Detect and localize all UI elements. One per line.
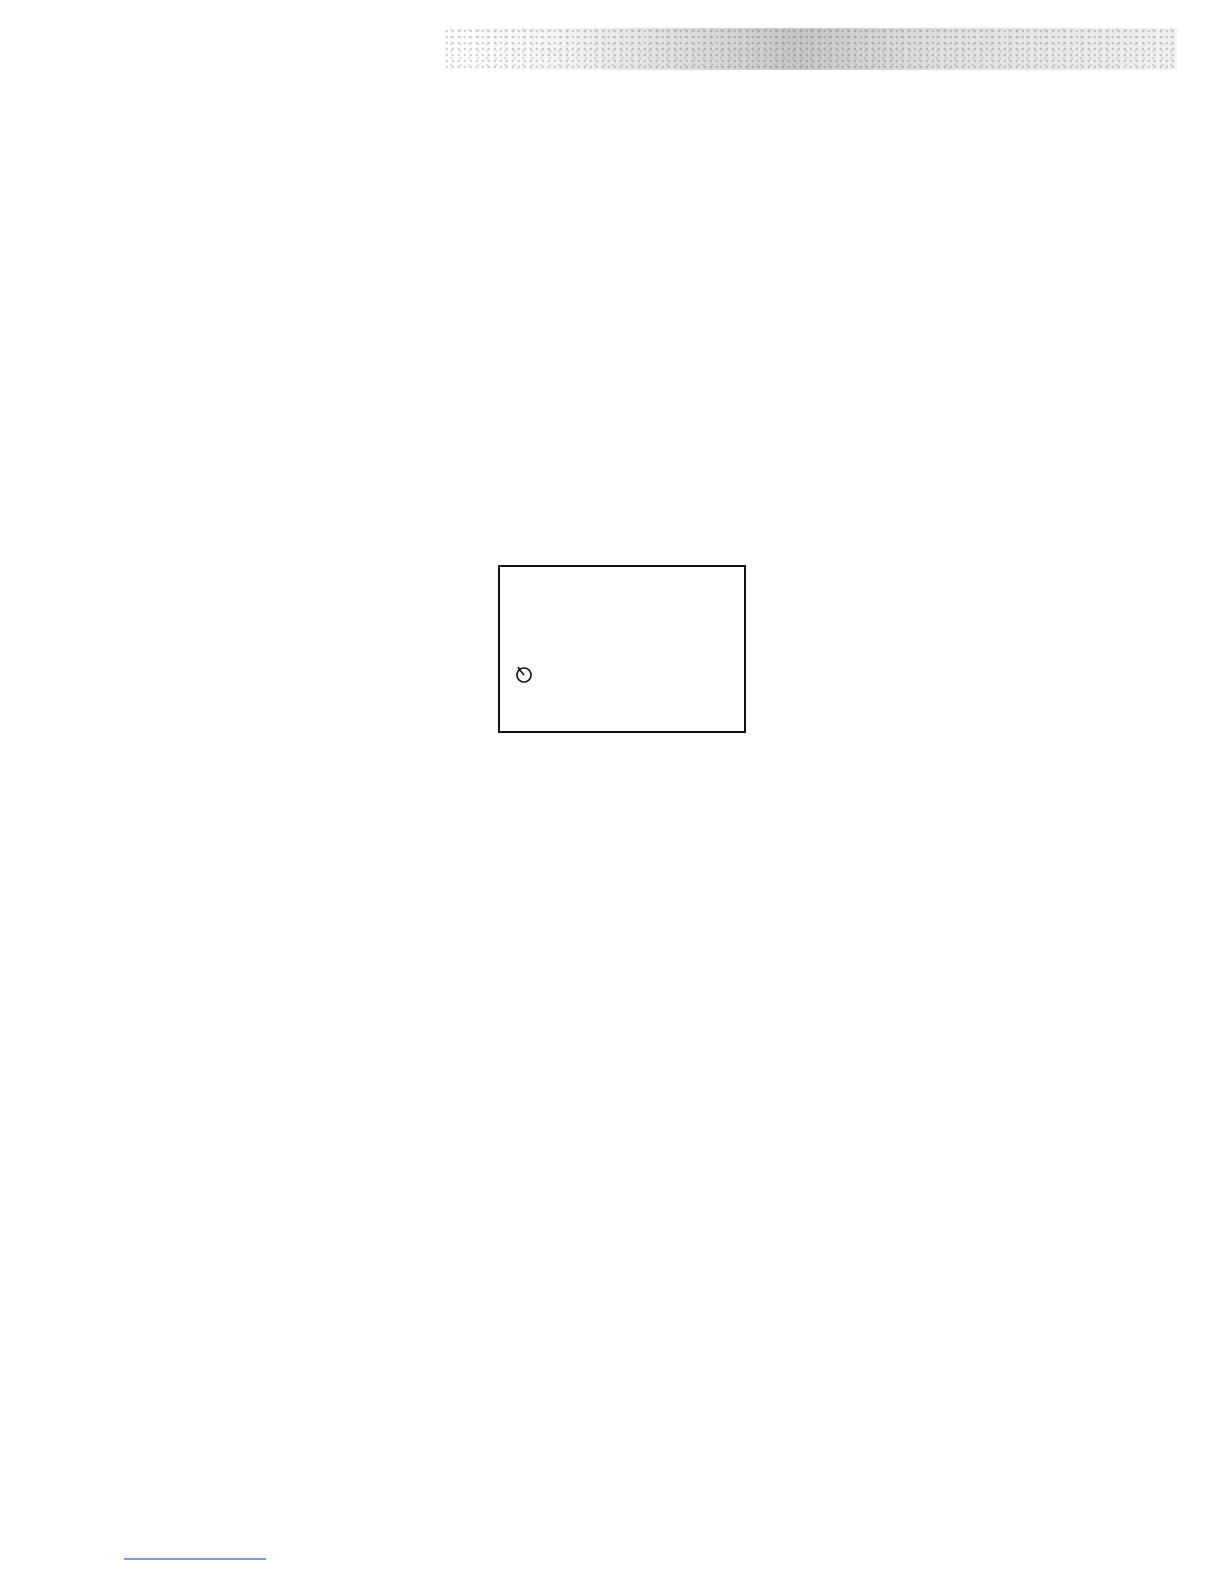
header-band	[445, 28, 1177, 70]
self-timer-indicator	[514, 664, 538, 684]
self-timer-icon	[514, 664, 534, 684]
viewfinder-frame	[498, 565, 746, 733]
footer-rule	[124, 1558, 266, 1560]
